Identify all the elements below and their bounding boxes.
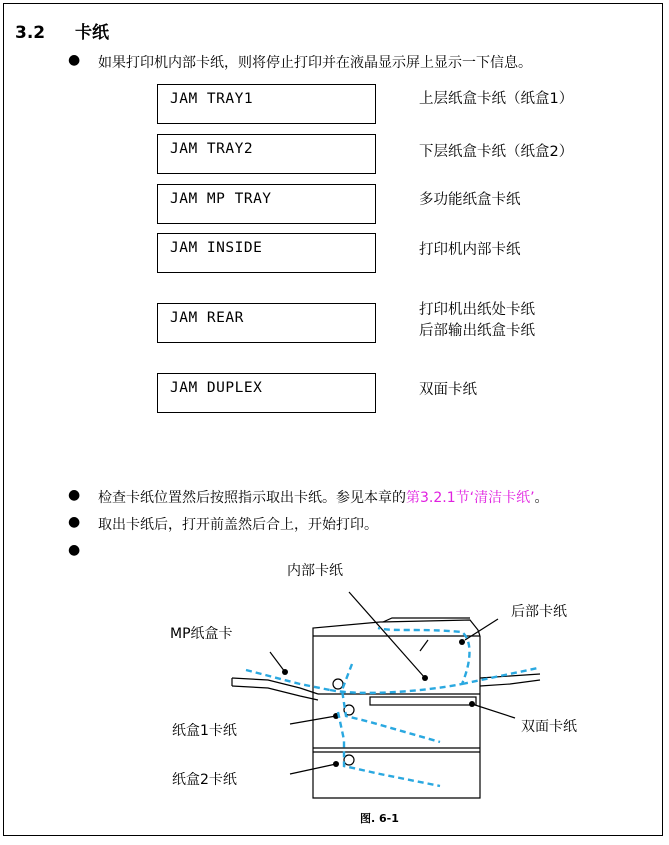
lcd-message-rear: JAM REAR <box>157 303 376 343</box>
intro-text: 如果打印机内部卡纸，则将停止打印并在液晶显示屏上显示一下信息。 <box>98 55 532 71</box>
lcd-message-tray2: JAM TRAY2 <box>157 134 376 174</box>
bullet-icon: ● <box>68 487 81 503</box>
message-desc-inside: 打印机内部卡纸 <box>419 242 521 258</box>
message-desc-tray1: 上层纸盒卡纸（纸盒1） <box>419 91 574 107</box>
label-mp-jam: MP纸盒卡 <box>170 626 233 642</box>
paper-path-main <box>330 628 470 693</box>
message-desc-duplex: 双面卡纸 <box>419 382 477 398</box>
message-desc-mp-tray: 多功能纸盒卡纸 <box>419 192 521 208</box>
section-number: 3.2 <box>15 23 46 43</box>
section-link[interactable]: 第3.2.1节‘清洁卡纸’ <box>406 490 535 506</box>
paper-path-tray2 <box>338 712 440 786</box>
label-duplex-jam: 双面卡纸 <box>521 719 577 735</box>
bullet-icon: ● <box>68 52 81 68</box>
label-inside-jam: 内部卡纸 <box>287 563 343 579</box>
message-desc-rear-line1: 打印机出纸处卡纸 <box>419 302 535 318</box>
check-suffix: 。 <box>534 490 549 506</box>
bullet-icon: ● <box>68 542 81 558</box>
message-desc-tray2: 下层纸盒卡纸（纸盒2） <box>419 144 574 160</box>
lcd-message-tray1: JAM TRAY1 <box>157 84 376 124</box>
label-tray2-jam: 纸盒2卡纸 <box>172 772 237 788</box>
remove-instruction: 取出卡纸后，打开前盖然后合上，开始打印。 <box>98 517 378 533</box>
label-tray1-jam: 纸盒1卡纸 <box>172 723 237 739</box>
check-text: 检查卡纸位置然后按照指示取出卡纸。参见本章的 <box>98 490 406 506</box>
lcd-message-duplex: JAM DUPLEX <box>157 373 376 413</box>
lcd-message-inside: JAM INSIDE <box>157 233 376 273</box>
message-desc-rear-line2: 后部输出纸盒卡纸 <box>419 323 535 339</box>
figure-caption: 图. 6-1 <box>360 812 399 825</box>
lcd-message-mp-tray: JAM MP TRAY <box>157 184 376 224</box>
section-title: 卡纸 <box>75 23 109 43</box>
bullet-icon: ● <box>68 514 81 530</box>
label-rear-jam: 后部卡纸 <box>511 604 567 620</box>
